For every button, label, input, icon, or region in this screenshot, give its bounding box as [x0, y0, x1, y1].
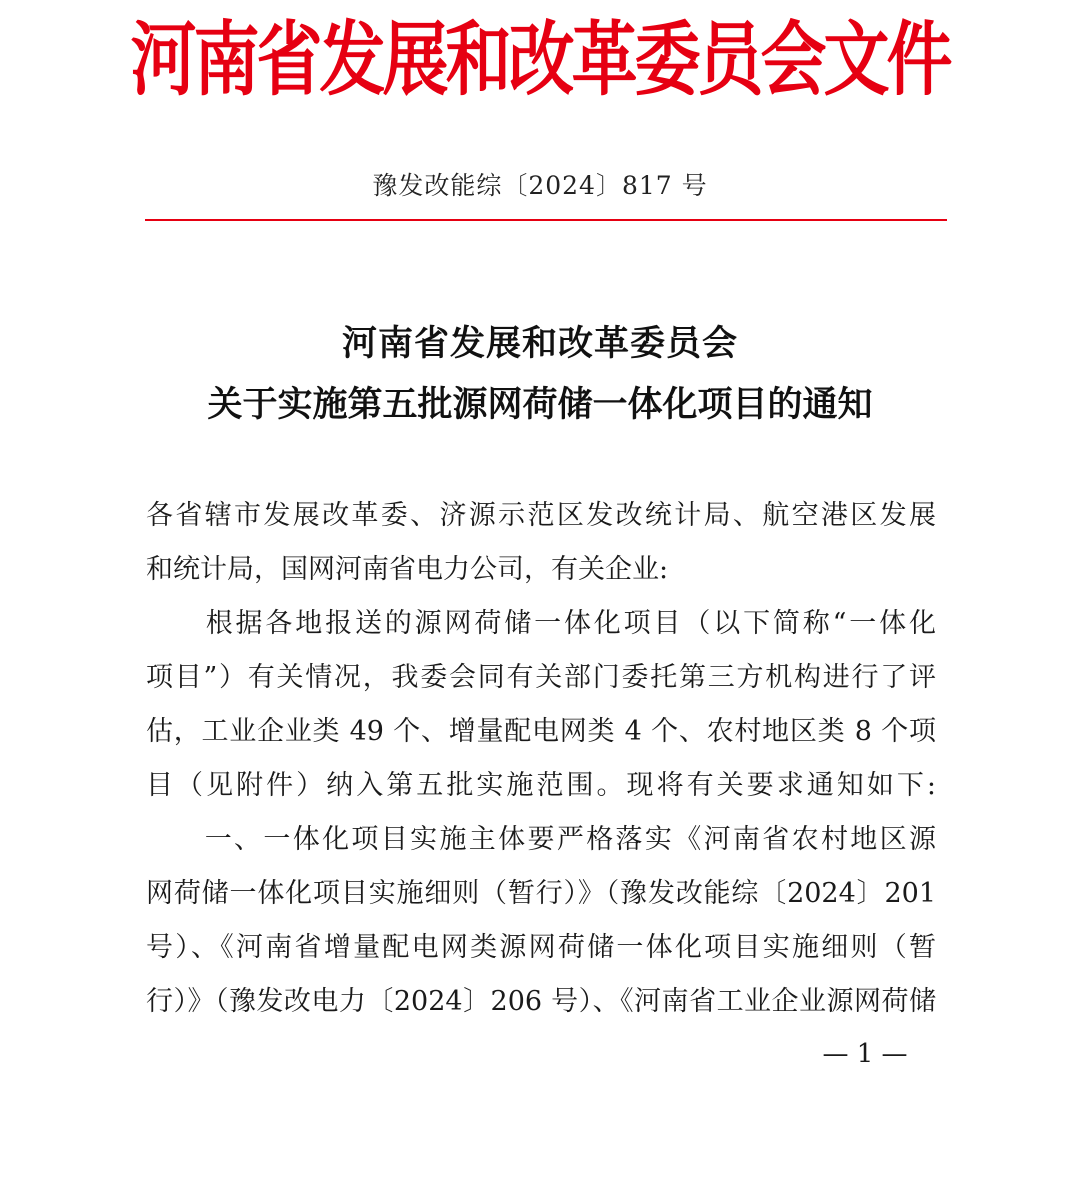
- document-masthead: 河南省发展和改革委员会文件: [130, 11, 950, 107]
- body-text-line: 目（见附件）纳入第五批实施范围。现将有关要求通知如下:: [146, 770, 936, 801]
- body-text-line: 各省辖市发展改革委、济源示范区发改统计局、航空港区发展: [146, 500, 936, 531]
- body-text-line: 根据各地报送的源网荷储一体化项目（以下简称“一体化: [146, 608, 936, 639]
- red-separator-line: [145, 219, 947, 221]
- document-title-line-2: 关于实施第五批源网荷储一体化项目的通知: [207, 384, 873, 425]
- document-number: 豫发改能综〔2024〕817 号: [372, 171, 708, 200]
- body-text-line: 一、一体化项目实施主体要严格落实《河南省农村地区源: [146, 824, 936, 855]
- body-text-line: 项目”）有关情况，我委会同有关部门委托第三方机构进行了评: [146, 662, 936, 693]
- body-text-line: 和统计局，国网河南省电力公司，有关企业:: [146, 554, 669, 585]
- body-text-line: 估，工业企业类 49 个、增量配电网类 4 个、农村地区类 8 个项: [146, 716, 936, 747]
- body-text-line: 号）、《河南省增量配电网类源网荷储一体化项目实施细则（暂: [146, 932, 936, 963]
- page-number: — 1 —: [822, 1039, 908, 1069]
- body-text-line: 网荷储一体化项目实施细则（暂行）》（豫发改能综〔2024〕201: [146, 878, 936, 909]
- document-title-line-1: 河南省发展和改革委员会: [341, 323, 738, 364]
- body-text-line: 行）》（豫发改电力〔2024〕206 号）、《河南省工业企业源网荷储: [146, 986, 936, 1017]
